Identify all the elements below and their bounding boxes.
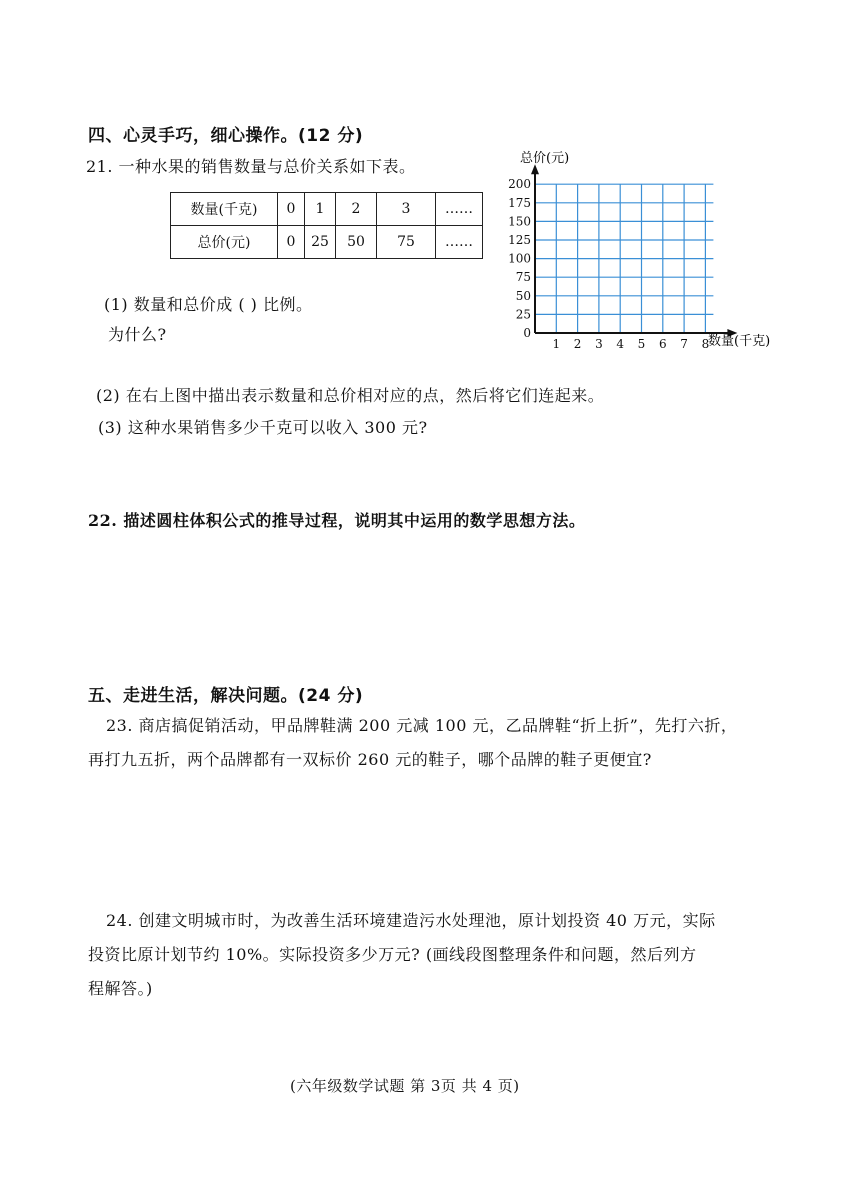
table-row	[171, 193, 483, 226]
section-4-title: 四、心灵手巧，细心操作。(12 分)	[88, 126, 364, 146]
table-cell: 75	[377, 226, 436, 259]
x-tick-label: 6	[658, 337, 667, 351]
question-21-text: 21. 一种水果的销售数量与总价关系如下表。	[86, 157, 416, 176]
y-tick-label: 150	[508, 214, 531, 229]
section-5-title: 五、走进生活，解决问题。(24 分)	[88, 686, 364, 706]
table-cell: 数量(千克)	[171, 193, 278, 226]
table-cell: 0	[278, 193, 305, 226]
question-24-line-3: 程解答。)	[88, 979, 153, 998]
question-23-line-1: 23. 商店搞促销活动，甲品牌鞋满 200 元减 100 元，乙品牌鞋“折上折”，先打六折，	[106, 716, 738, 735]
table-cell: 25	[305, 226, 336, 259]
table-cell: 总价(元)	[171, 226, 278, 259]
y-tick-label: 25	[515, 307, 531, 322]
y-tick-label: 125	[508, 233, 531, 247]
y-tick-label: 0	[523, 326, 531, 340]
question-21-part-1-why: 为什么?	[108, 325, 167, 344]
question-23-line-2: 再打九五折，两个品牌都有一双标价 260 元的鞋子，哪个品牌的鞋子更便宜?	[88, 750, 652, 769]
x-tick-label: 2	[573, 337, 582, 351]
table-cell: 2	[336, 193, 377, 226]
page-footer: (六年级数学试题 第 3页 共 4 页)	[290, 1077, 520, 1095]
question-24-line-1: 24. 创建文明城市时，为改善生活环境建造污水处理池，原计划投资 40 万元，实际	[106, 911, 716, 930]
table-cell: ……	[436, 193, 483, 226]
question-22-text: 22. 描述圆柱体积公式的推导过程，说明其中运用的数学思想方法。	[88, 511, 586, 530]
x-axis-label: 数量(千克)	[708, 334, 771, 349]
y-tick-label: 200	[508, 177, 531, 192]
table-cell: 50	[336, 226, 377, 259]
x-tick-label: 7	[680, 337, 688, 351]
y-tick-label: 175	[508, 195, 531, 210]
y-tick-label: 100	[508, 251, 531, 266]
table-cell: 3	[377, 193, 436, 226]
table-cell: 1	[305, 193, 336, 226]
y-axis-label: 总价(元)	[520, 151, 570, 166]
table-row	[171, 226, 483, 259]
quantity-price-grid-chart	[480, 140, 820, 360]
question-21-part-2: (2) 在右上图中描出表示数量和总价相对应的点，然后将它们连起来。	[96, 386, 605, 405]
table-cell: ……	[436, 226, 483, 259]
y-tick-label: 75	[515, 270, 531, 285]
x-tick-label: 3	[595, 337, 603, 351]
x-tick-label: 8	[701, 337, 710, 351]
question-21-part-1: (1) 数量和总价成 ( ) 比例。	[104, 295, 313, 314]
question-21-part-3: (3) 这种水果销售多少千克可以收入 300 元?	[98, 418, 428, 437]
x-tick-label: 1	[552, 337, 561, 351]
x-tick-label: 5	[637, 337, 646, 351]
x-tick-label: 4	[616, 337, 625, 351]
data-table-container	[170, 192, 483, 259]
y-tick-label: 50	[515, 288, 531, 303]
quantity-price-table	[170, 192, 483, 259]
question-24-line-2: 投资比原计划节约 10%。实际投资多少万元? (画线段图整理条件和问题，然后列方	[88, 945, 697, 964]
table-cell: 0	[278, 226, 305, 259]
